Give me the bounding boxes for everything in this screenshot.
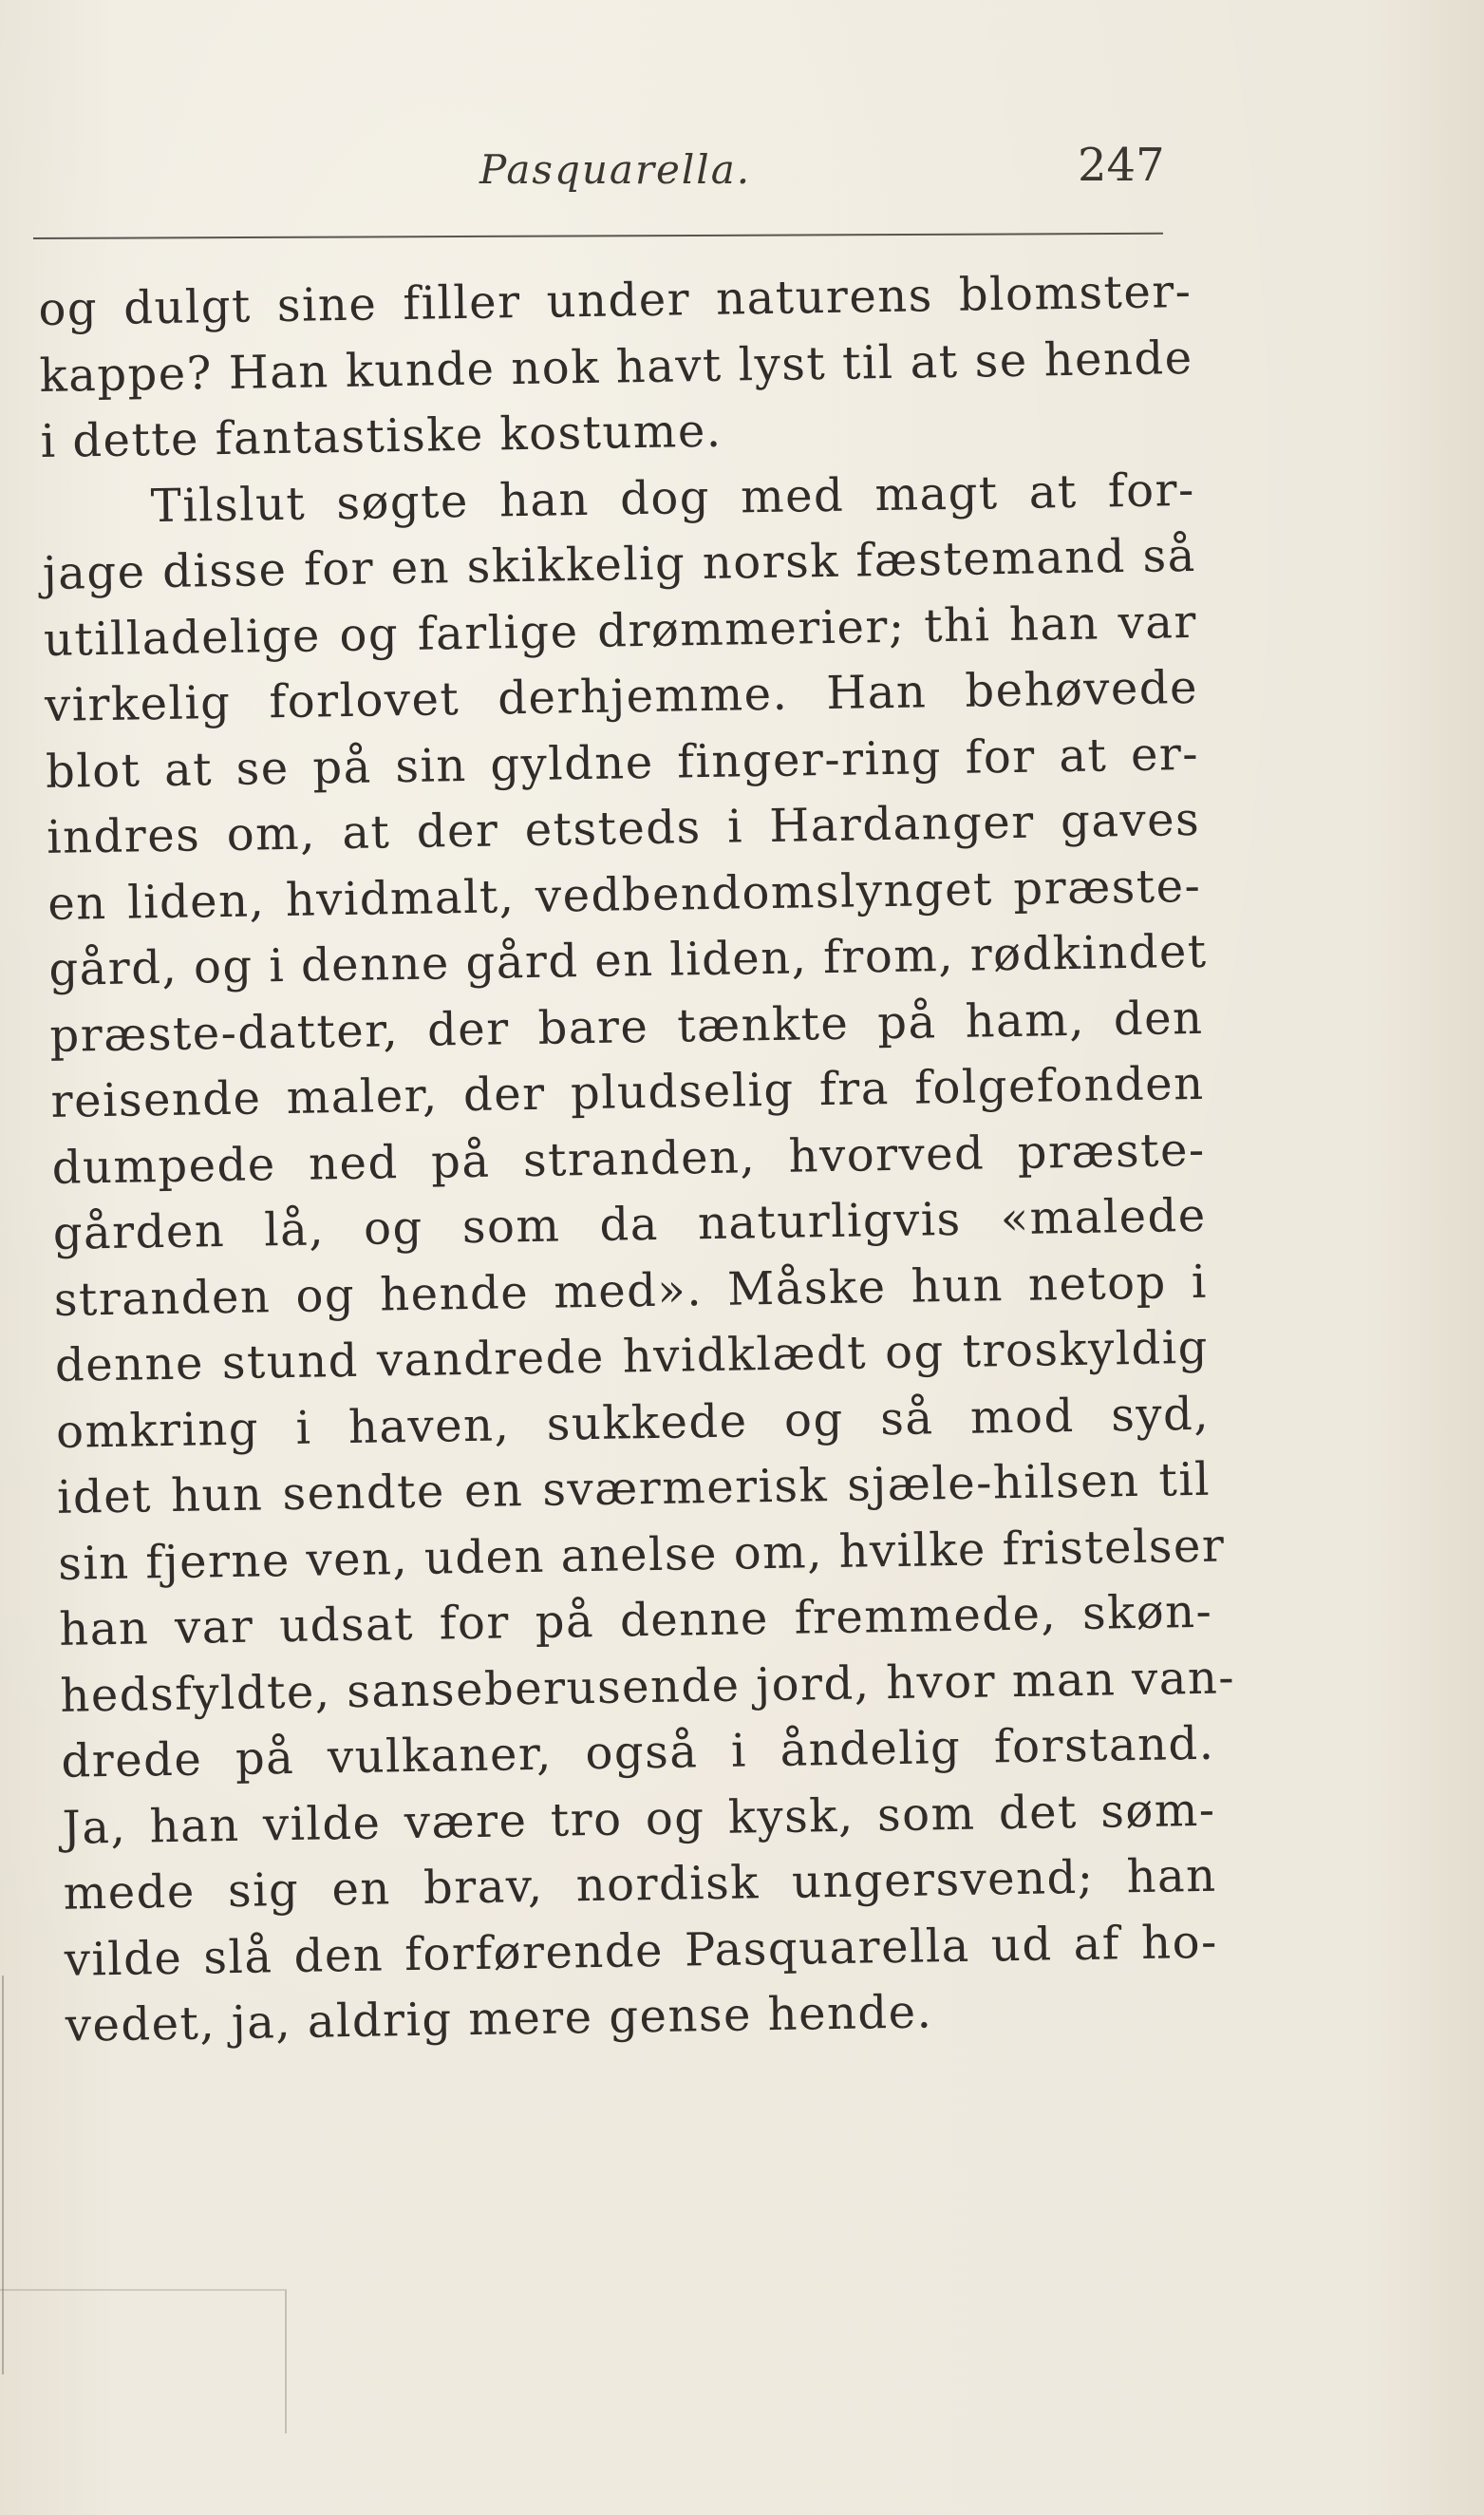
text-line: vedet, ja, aldrig mere gense hende. bbox=[65, 1985, 933, 2052]
text-line: Ja, han vilde være tro og kysk, som det søm- bbox=[62, 1783, 1216, 1855]
text-line: Tilslut søgte han dog med magt at for- bbox=[150, 463, 1196, 533]
text-line: utilladelige og farlige drømmerier; thi han var bbox=[43, 595, 1198, 667]
text-line: blot at se på sin gyldne finger-ring for at er- bbox=[45, 727, 1200, 799]
text-line: gården lå, og som da naturligvis «malede bbox=[52, 1188, 1208, 1260]
text-line: i dette fantastiske kostume. bbox=[40, 404, 723, 468]
text-line: jage disse for en skikkelig norsk fæstemand så bbox=[42, 528, 1197, 600]
text-line: en liden, hvidmalt, vedbendomslynget præste- bbox=[47, 859, 1202, 931]
text-line: omkring i haven, sukkede og så mod syd, bbox=[55, 1387, 1211, 1459]
text-line: præste-datter, der bare tænkte på ham, den bbox=[49, 991, 1204, 1063]
text-line: dumpede ned på stranden, hvorved præste- bbox=[51, 1123, 1207, 1195]
text-line: stranden og hende med». Måske hun netop i bbox=[53, 1255, 1209, 1327]
text-line: reisende maler, der pludselig fra folgefonden bbox=[50, 1056, 1205, 1128]
text-line: drede på vulkaner, også i åndelig forstand. bbox=[61, 1716, 1215, 1788]
header-rule bbox=[33, 233, 1163, 239]
text-line: mede sig en brav, nordisk ungersvend; han bbox=[63, 1848, 1218, 1920]
text-line: vilde slå den forførende Pasquarella ud af ho- bbox=[64, 1915, 1219, 1987]
text-line: idet hun sendte en sværmerisk sjæle-hilsen til bbox=[56, 1452, 1212, 1524]
text-line: han var udsat for på denne fremmede, skøn- bbox=[58, 1584, 1213, 1656]
text-line: og dulgt sine filler under naturens blomster- bbox=[38, 264, 1193, 336]
text-line: virkelig forlovet derhjemme. Han behøvede bbox=[44, 660, 1199, 732]
text-line: hedsfyldte, sanseberusende jord, hvor man van- bbox=[60, 1650, 1236, 1723]
page-number: 247 bbox=[1078, 139, 1165, 192]
text-line: gård, og i denne gård en liden, from, rødkindet bbox=[48, 924, 1208, 996]
text-line: denne stund vandrede hvidklædt og troskyldig bbox=[54, 1320, 1210, 1392]
margin-mark bbox=[0, 2289, 287, 2433]
running-title: Pasquarella. bbox=[479, 146, 752, 193]
text-line: sin fjerne ven, uden anelse om, hvilke fristelser bbox=[57, 1519, 1226, 1591]
text-line: indres om, at der etsteds i Hardanger gaves bbox=[46, 792, 1201, 864]
page-header bbox=[0, 133, 1484, 209]
text-line: kappe? Han kunde nok havt lyst til at se hende bbox=[39, 331, 1193, 403]
body-text bbox=[38, 259, 1236, 2059]
